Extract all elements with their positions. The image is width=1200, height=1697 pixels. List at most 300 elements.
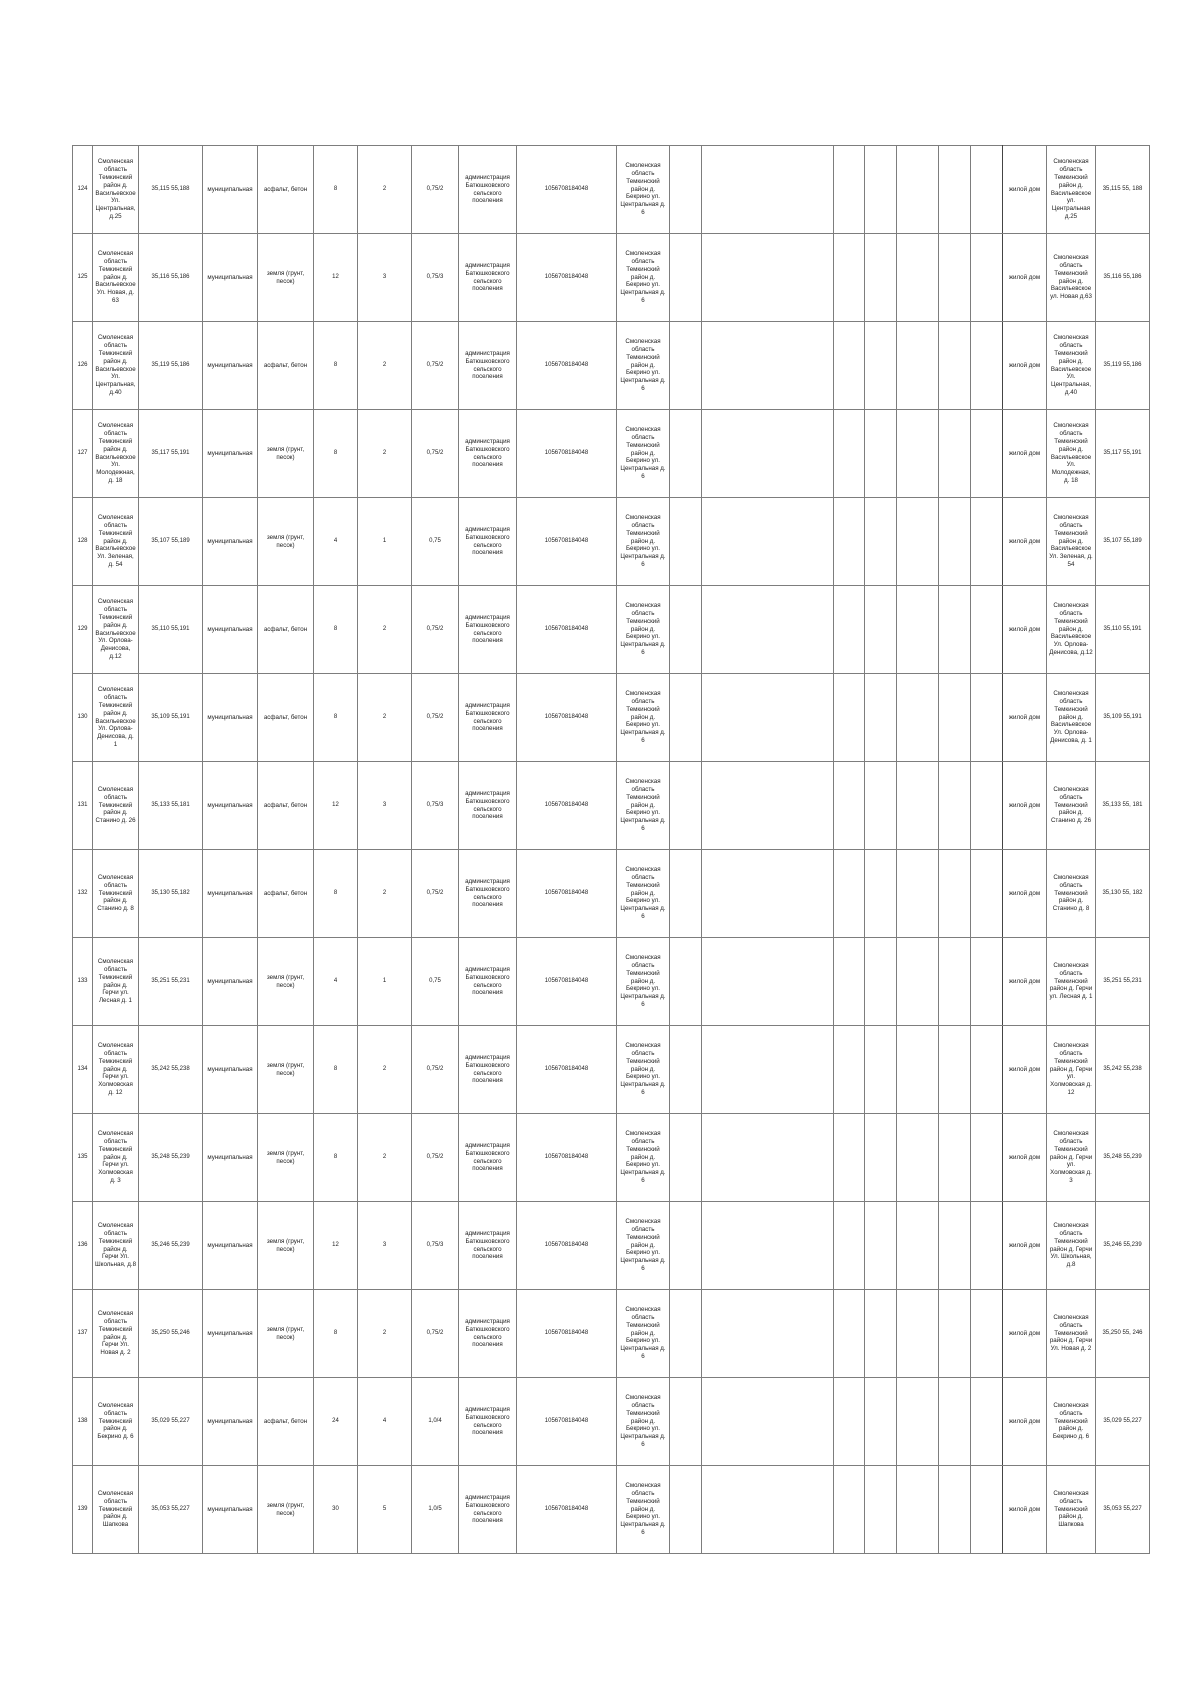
- owner-name: администрация Батюшковского сельского поселения: [459, 1290, 517, 1378]
- source-type: жилой дом: [1003, 1378, 1047, 1466]
- site-coordinates: 35,116 55,186: [139, 234, 203, 322]
- empty-cell: [971, 498, 1003, 586]
- table-row: [73, 410, 1150, 498]
- registry-sheet: [72, 145, 1143, 1554]
- empty-cell: [702, 1466, 834, 1554]
- empty-cell: [702, 410, 834, 498]
- container-count: 4: [358, 1378, 412, 1466]
- ownership-type: муниципальная: [203, 938, 258, 1026]
- site-coordinates: 35,119 55,186: [139, 322, 203, 410]
- owner-address: Смоленская область Темкинский район д. Бекрино ул. Центральная д. 6: [617, 322, 670, 410]
- ownership-type: муниципальная: [203, 586, 258, 674]
- owner-address: Смоленская область Темкинский район д. Бекрино ул. Центральная д. 6: [617, 410, 670, 498]
- site-coordinates: 35,029 55,227: [139, 1378, 203, 1466]
- owner-name: администрация Батюшковского сельского поселения: [459, 586, 517, 674]
- container-count: 3: [358, 762, 412, 850]
- empty-cell: [897, 1114, 939, 1202]
- owner-ogrn: 1056708184048: [517, 322, 617, 410]
- site-area: 8: [314, 1114, 358, 1202]
- container-volume: 1,0/5: [412, 1466, 459, 1554]
- empty-cell: [971, 1290, 1003, 1378]
- empty-cell: [865, 1202, 897, 1290]
- source-type: жилой дом: [1003, 1114, 1047, 1202]
- container-volume: 0,75/2: [412, 850, 459, 938]
- empty-cell: [971, 850, 1003, 938]
- empty-cell: [971, 938, 1003, 1026]
- empty-cell: [670, 234, 702, 322]
- owner-ogrn: 1056708184048: [517, 1466, 617, 1554]
- empty-cell: [702, 850, 834, 938]
- table-row: [73, 1466, 1150, 1554]
- source-address: Смоленская область Темкинский район д. Станино д. 8: [1047, 850, 1096, 938]
- site-address: Смоленская область Темкинский район д. Шапкова: [93, 1466, 139, 1554]
- site-coordinates: 35,109 55,191: [139, 674, 203, 762]
- empty-cell: [897, 1202, 939, 1290]
- owner-ogrn: 1056708184048: [517, 938, 617, 1026]
- container-volume: 0,75/2: [412, 674, 459, 762]
- source-type: жилой дом: [1003, 498, 1047, 586]
- owner-name: администрация Батюшковского сельского поселения: [459, 146, 517, 234]
- row-number: 131: [73, 762, 93, 850]
- site-area: 8: [314, 146, 358, 234]
- empty-cell: [865, 1290, 897, 1378]
- site-address: Смоленская область Темкинский район д. Станино д. 26: [93, 762, 139, 850]
- ownership-type: муниципальная: [203, 410, 258, 498]
- empty-cell: [865, 234, 897, 322]
- surface-type: асфальт, бетон: [258, 322, 314, 410]
- ownership-type: муниципальная: [203, 1202, 258, 1290]
- owner-name: администрация Батюшковского сельского поселения: [459, 1466, 517, 1554]
- row-number: 138: [73, 1378, 93, 1466]
- empty-cell: [670, 146, 702, 234]
- empty-cell: [971, 586, 1003, 674]
- site-coordinates: 35,130 55,182: [139, 850, 203, 938]
- empty-cell: [834, 1202, 865, 1290]
- empty-cell: [939, 410, 971, 498]
- container-count: 1: [358, 498, 412, 586]
- container-volume: 0,75/2: [412, 1026, 459, 1114]
- empty-cell: [670, 850, 702, 938]
- source-coordinates: 35,115 55, 188: [1096, 146, 1150, 234]
- empty-cell: [670, 762, 702, 850]
- table-row: [73, 146, 1150, 234]
- source-address: Смоленская область Темкинский район д. Герчи Ул. Новая д. 2: [1047, 1290, 1096, 1378]
- source-type: жилой дом: [1003, 850, 1047, 938]
- source-address: Смоленская область Темкинский район д. Васильевское Ул. Центральная, д.40: [1047, 322, 1096, 410]
- table-row: [73, 322, 1150, 410]
- empty-cell: [834, 1466, 865, 1554]
- empty-cell: [670, 1378, 702, 1466]
- empty-cell: [702, 762, 834, 850]
- ownership-type: муниципальная: [203, 1026, 258, 1114]
- owner-address: Смоленская область Темкинский район д. Бекрино ул. Центральная д. 6: [617, 850, 670, 938]
- source-type: жилой дом: [1003, 410, 1047, 498]
- container-count: 3: [358, 1202, 412, 1290]
- site-coordinates: 35,246 55,239: [139, 1202, 203, 1290]
- empty-cell: [834, 938, 865, 1026]
- surface-type: земля (грунт, песок): [258, 1202, 314, 1290]
- owner-address: Смоленская область Темкинский район д. Бекрино ул. Центральная д. 6: [617, 938, 670, 1026]
- waste-sites-table: [72, 145, 1150, 1554]
- empty-cell: [670, 1114, 702, 1202]
- source-type: жилой дом: [1003, 322, 1047, 410]
- table-row: [73, 1026, 1150, 1114]
- empty-cell: [865, 1378, 897, 1466]
- source-address: Смоленская область Темкинский район д. Герчи ул. Лесная д. 1: [1047, 938, 1096, 1026]
- table-row: [73, 674, 1150, 762]
- source-type: жилой дом: [1003, 1026, 1047, 1114]
- site-coordinates: 35,133 55,181: [139, 762, 203, 850]
- empty-cell: [834, 410, 865, 498]
- container-volume: 0,75/3: [412, 762, 459, 850]
- owner-address: Смоленская область Темкинский район д. Бекрино ул. Центральная д. 6: [617, 1114, 670, 1202]
- container-count: 1: [358, 938, 412, 1026]
- source-type: жилой дом: [1003, 762, 1047, 850]
- surface-type: земля (грунт, песок): [258, 938, 314, 1026]
- ownership-type: муниципальная: [203, 234, 258, 322]
- empty-cell: [971, 674, 1003, 762]
- container-count: 2: [358, 850, 412, 938]
- empty-cell: [865, 322, 897, 410]
- table-body: [73, 146, 1150, 1554]
- site-address: Смоленская область Темкинский район д. Васильевское Ул. Центральная, д.25: [93, 146, 139, 234]
- empty-cell: [670, 1290, 702, 1378]
- table-row: [73, 762, 1150, 850]
- row-number: 132: [73, 850, 93, 938]
- surface-type: земля (грунт, песок): [258, 410, 314, 498]
- owner-ogrn: 1056708184048: [517, 850, 617, 938]
- container-count: 5: [358, 1466, 412, 1554]
- empty-cell: [939, 938, 971, 1026]
- site-area: 8: [314, 322, 358, 410]
- source-coordinates: 35,251 55,231: [1096, 938, 1150, 1026]
- site-area: 12: [314, 1202, 358, 1290]
- site-address: Смоленская область Темкинский район д. Васильевское Ул. Центральная, д.40: [93, 322, 139, 410]
- site-address: Смоленская область Темкинский район д. Васильевское Ул. Зеленая, д. 54: [93, 498, 139, 586]
- empty-cell: [670, 322, 702, 410]
- source-address: Смоленская область Темкинский район д. Шапкова: [1047, 1466, 1096, 1554]
- surface-type: земля (грунт, песок): [258, 1290, 314, 1378]
- empty-cell: [834, 1290, 865, 1378]
- container-count: 2: [358, 674, 412, 762]
- owner-name: администрация Батюшковского сельского поселения: [459, 234, 517, 322]
- site-area: 8: [314, 1290, 358, 1378]
- empty-cell: [939, 146, 971, 234]
- empty-cell: [897, 762, 939, 850]
- empty-cell: [897, 938, 939, 1026]
- empty-cell: [702, 1378, 834, 1466]
- ownership-type: муниципальная: [203, 1378, 258, 1466]
- container-volume: 1,0/4: [412, 1378, 459, 1466]
- empty-cell: [897, 674, 939, 762]
- site-area: 24: [314, 1378, 358, 1466]
- owner-name: администрация Батюшковского сельского поселения: [459, 410, 517, 498]
- site-area: 30: [314, 1466, 358, 1554]
- empty-cell: [939, 498, 971, 586]
- site-coordinates: 35,251 55,231: [139, 938, 203, 1026]
- empty-cell: [834, 1378, 865, 1466]
- site-address: Смоленская область Темкинский район д. Герчи ул. Лесная д. 1: [93, 938, 139, 1026]
- empty-cell: [971, 234, 1003, 322]
- container-count: 2: [358, 1290, 412, 1378]
- site-coordinates: 35,250 55,246: [139, 1290, 203, 1378]
- empty-cell: [971, 410, 1003, 498]
- empty-cell: [897, 586, 939, 674]
- container-count: 2: [358, 146, 412, 234]
- container-count: 2: [358, 1114, 412, 1202]
- row-number: 130: [73, 674, 93, 762]
- container-volume: 0,75/2: [412, 322, 459, 410]
- owner-ogrn: 1056708184048: [517, 498, 617, 586]
- empty-cell: [897, 1026, 939, 1114]
- empty-cell: [971, 146, 1003, 234]
- surface-type: земля (грунт, песок): [258, 1466, 314, 1554]
- site-address: Смоленская область Темкинский район д. Станино д. 8: [93, 850, 139, 938]
- empty-cell: [702, 938, 834, 1026]
- ownership-type: муниципальная: [203, 1114, 258, 1202]
- source-address: Смоленская область Темкинский район д. Герчи Ул. Школьная, д.8: [1047, 1202, 1096, 1290]
- empty-cell: [865, 938, 897, 1026]
- source-type: жилой дом: [1003, 586, 1047, 674]
- ownership-type: муниципальная: [203, 1466, 258, 1554]
- owner-name: администрация Батюшковского сельского поселения: [459, 674, 517, 762]
- empty-cell: [702, 1114, 834, 1202]
- row-number: 127: [73, 410, 93, 498]
- source-type: жилой дом: [1003, 146, 1047, 234]
- owner-ogrn: 1056708184048: [517, 762, 617, 850]
- surface-type: асфальт, бетон: [258, 674, 314, 762]
- ownership-type: муниципальная: [203, 1290, 258, 1378]
- source-coordinates: 35,133 55, 181: [1096, 762, 1150, 850]
- owner-address: Смоленская область Темкинский район д. Бекрино ул. Центральная д. 6: [617, 146, 670, 234]
- owner-ogrn: 1056708184048: [517, 586, 617, 674]
- site-area: 8: [314, 586, 358, 674]
- empty-cell: [939, 762, 971, 850]
- source-coordinates: 35,107 55,189: [1096, 498, 1150, 586]
- container-volume: 0,75/3: [412, 1202, 459, 1290]
- row-number: 135: [73, 1114, 93, 1202]
- ownership-type: муниципальная: [203, 146, 258, 234]
- empty-cell: [834, 1026, 865, 1114]
- site-coordinates: 35,117 55,191: [139, 410, 203, 498]
- owner-name: администрация Батюшковского сельского поселения: [459, 1202, 517, 1290]
- owner-address: Смоленская область Темкинский район д. Бекрино ул. Центральная д. 6: [617, 234, 670, 322]
- empty-cell: [702, 1202, 834, 1290]
- site-area: 4: [314, 938, 358, 1026]
- site-coordinates: 35,248 55,239: [139, 1114, 203, 1202]
- empty-cell: [834, 674, 865, 762]
- empty-cell: [939, 1026, 971, 1114]
- empty-cell: [939, 586, 971, 674]
- owner-name: администрация Батюшковского сельского поселения: [459, 1114, 517, 1202]
- empty-cell: [670, 410, 702, 498]
- owner-address: Смоленская область Темкинский район д. Бекрино ул. Центральная д. 6: [617, 498, 670, 586]
- container-volume: 0,75/3: [412, 234, 459, 322]
- site-area: 8: [314, 850, 358, 938]
- source-address: Смоленская область Темкинский район д. Герчи ул. Холмовская д. 12: [1047, 1026, 1096, 1114]
- source-coordinates: 35,053 55,227: [1096, 1466, 1150, 1554]
- site-address: Смоленская область Темкинский район д. Герчи ул. Холмовская д. 3: [93, 1114, 139, 1202]
- site-area: 8: [314, 410, 358, 498]
- site-area: 12: [314, 234, 358, 322]
- surface-type: асфальт, бетон: [258, 586, 314, 674]
- surface-type: асфальт, бетон: [258, 850, 314, 938]
- row-number: 124: [73, 146, 93, 234]
- site-area: 8: [314, 674, 358, 762]
- empty-cell: [897, 410, 939, 498]
- empty-cell: [939, 1466, 971, 1554]
- source-address: Смоленская область Темкинский район д. Васильевское Ул. Молодежная, д. 18: [1047, 410, 1096, 498]
- empty-cell: [939, 1202, 971, 1290]
- owner-address: Смоленская область Темкинский район д. Бекрино ул. Центральная д. 6: [617, 1202, 670, 1290]
- table-row: [73, 586, 1150, 674]
- source-type: жилой дом: [1003, 1466, 1047, 1554]
- site-address: Смоленская область Темкинский район д. Герчи ул. Холмовская д. 12: [93, 1026, 139, 1114]
- empty-cell: [865, 410, 897, 498]
- container-volume: 0,75: [412, 498, 459, 586]
- empty-cell: [971, 762, 1003, 850]
- empty-cell: [702, 674, 834, 762]
- empty-cell: [897, 498, 939, 586]
- owner-ogrn: 1056708184048: [517, 1378, 617, 1466]
- empty-cell: [897, 1466, 939, 1554]
- container-volume: 0,75/2: [412, 586, 459, 674]
- owner-address: Смоленская область Темкинский район д. Бекрино ул. Центральная д. 6: [617, 1026, 670, 1114]
- surface-type: земля (грунт, песок): [258, 498, 314, 586]
- surface-type: земля (грунт, песок): [258, 1114, 314, 1202]
- empty-cell: [971, 1378, 1003, 1466]
- empty-cell: [971, 322, 1003, 410]
- empty-cell: [834, 498, 865, 586]
- empty-cell: [834, 146, 865, 234]
- owner-name: администрация Батюшковского сельского поселения: [459, 1026, 517, 1114]
- source-address: Смоленская область Темкинский район д. Васильевское Ул. Орлова-Денисова, д.12: [1047, 586, 1096, 674]
- source-address: Смоленская область Темкинский район д. Васильевское ул. Центральная д.25: [1047, 146, 1096, 234]
- empty-cell: [865, 498, 897, 586]
- owner-ogrn: 1056708184048: [517, 1202, 617, 1290]
- row-number: 139: [73, 1466, 93, 1554]
- source-type: жилой дом: [1003, 938, 1047, 1026]
- source-coordinates: 35,246 55,239: [1096, 1202, 1150, 1290]
- owner-name: администрация Батюшковского сельского поселения: [459, 938, 517, 1026]
- empty-cell: [939, 234, 971, 322]
- surface-type: асфальт, бетон: [258, 1378, 314, 1466]
- empty-cell: [702, 1026, 834, 1114]
- empty-cell: [897, 322, 939, 410]
- empty-cell: [897, 234, 939, 322]
- empty-cell: [670, 938, 702, 1026]
- container-volume: 0,75/2: [412, 1114, 459, 1202]
- site-coordinates: 35,110 55,191: [139, 586, 203, 674]
- container-count: 2: [358, 586, 412, 674]
- site-area: 4: [314, 498, 358, 586]
- empty-cell: [897, 1378, 939, 1466]
- source-address: Смоленская область Темкинский район д. Васильевское Ул. Орлова-Денисова, д. 1: [1047, 674, 1096, 762]
- source-type: жилой дом: [1003, 234, 1047, 322]
- owner-address: Смоленская область Темкинский район д. Бекрино ул. Центральная д. 6: [617, 586, 670, 674]
- empty-cell: [670, 498, 702, 586]
- surface-type: асфальт, бетон: [258, 762, 314, 850]
- surface-type: земля (грунт, песок): [258, 1026, 314, 1114]
- owner-name: администрация Батюшковского сельского поселения: [459, 850, 517, 938]
- empty-cell: [702, 322, 834, 410]
- owner-ogrn: 1056708184048: [517, 410, 617, 498]
- empty-cell: [834, 1114, 865, 1202]
- site-address: Смоленская область Темкинский район д. Васильевское Ул. Орлова-Денисова, д.12: [93, 586, 139, 674]
- table-row: [73, 1290, 1150, 1378]
- empty-cell: [670, 1026, 702, 1114]
- empty-cell: [939, 1290, 971, 1378]
- site-coordinates: 35,053 55,227: [139, 1466, 203, 1554]
- owner-ogrn: 1056708184048: [517, 1114, 617, 1202]
- site-address: Смоленская область Темкинский район д. Герчи Ул. Новая д. 2: [93, 1290, 139, 1378]
- source-coordinates: 35,110 55,191: [1096, 586, 1150, 674]
- empty-cell: [971, 1026, 1003, 1114]
- empty-cell: [834, 762, 865, 850]
- empty-cell: [939, 850, 971, 938]
- owner-name: администрация Батюшковского сельского поселения: [459, 762, 517, 850]
- owner-address: Смоленская область Темкинский район д. Бекрино ул. Центральная д. 6: [617, 1378, 670, 1466]
- owner-name: администрация Батюшковского сельского поселения: [459, 322, 517, 410]
- source-coordinates: 35,029 55,227: [1096, 1378, 1150, 1466]
- ownership-type: муниципальная: [203, 498, 258, 586]
- owner-ogrn: 1056708184048: [517, 674, 617, 762]
- site-area: 8: [314, 1026, 358, 1114]
- table-row: [73, 1114, 1150, 1202]
- owner-address: Смоленская область Темкинский район д. Бекрино ул. Центральная д. 6: [617, 674, 670, 762]
- empty-cell: [865, 1466, 897, 1554]
- owner-ogrn: 1056708184048: [517, 146, 617, 234]
- source-address: Смоленская область Темкинский район д. Васильевское ул. Новая д.63: [1047, 234, 1096, 322]
- row-number: 136: [73, 1202, 93, 1290]
- empty-cell: [702, 146, 834, 234]
- container-count: 2: [358, 1026, 412, 1114]
- row-number: 128: [73, 498, 93, 586]
- ownership-type: муниципальная: [203, 762, 258, 850]
- row-number: 126: [73, 322, 93, 410]
- empty-cell: [865, 586, 897, 674]
- table-row: [73, 1378, 1150, 1466]
- site-address: Смоленская область Темкинский район д. Бекрино д. 6: [93, 1378, 139, 1466]
- container-count: 2: [358, 410, 412, 498]
- empty-cell: [865, 674, 897, 762]
- empty-cell: [897, 146, 939, 234]
- source-coordinates: 35,117 55,191: [1096, 410, 1150, 498]
- owner-address: Смоленская область Темкинский район д. Бекрино ул. Центральная д. 6: [617, 1466, 670, 1554]
- empty-cell: [971, 1466, 1003, 1554]
- row-number: 134: [73, 1026, 93, 1114]
- site-coordinates: 35,242 55,238: [139, 1026, 203, 1114]
- owner-address: Смоленская область Темкинский район д. Бекрино ул. Центральная д. 6: [617, 762, 670, 850]
- source-address: Смоленская область Темкинский район д. Станино д. 26: [1047, 762, 1096, 850]
- source-address: Смоленская область Темкинский район д. Васильевское Ул. Зеленая, д. 54: [1047, 498, 1096, 586]
- empty-cell: [834, 322, 865, 410]
- empty-cell: [670, 674, 702, 762]
- row-number: 125: [73, 234, 93, 322]
- empty-cell: [865, 1026, 897, 1114]
- empty-cell: [834, 586, 865, 674]
- source-type: жилой дом: [1003, 1290, 1047, 1378]
- surface-type: земля (грунт, песок): [258, 234, 314, 322]
- source-coordinates: 35,248 55,239: [1096, 1114, 1150, 1202]
- empty-cell: [971, 1202, 1003, 1290]
- surface-type: асфальт, бетон: [258, 146, 314, 234]
- ownership-type: муниципальная: [203, 850, 258, 938]
- owner-name: администрация Батюшковского сельского поселения: [459, 498, 517, 586]
- container-volume: 0,75: [412, 938, 459, 1026]
- ownership-type: муниципальная: [203, 674, 258, 762]
- row-number: 129: [73, 586, 93, 674]
